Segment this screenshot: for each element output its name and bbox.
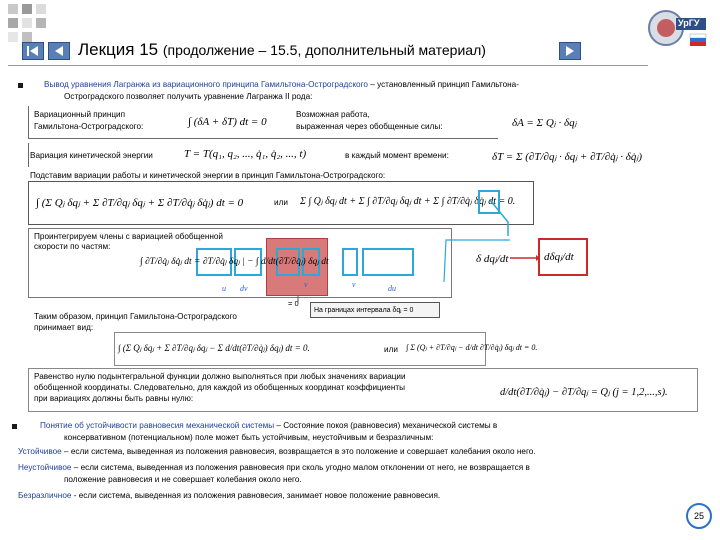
definition-term: Безразличное — [18, 491, 72, 500]
substituted-equation: ∫ (Σ Qⱼ δqⱼ + Σ ∂T/∂qⱼ δqⱼ + Σ ∂T/∂q̇ⱼ δq̇ⱼ) dt = 0 — [36, 197, 244, 209]
logo-text: УрГУ — [678, 18, 700, 28]
u-label: u — [222, 284, 226, 293]
corner-square — [8, 18, 18, 28]
v-label: v — [352, 280, 356, 289]
substitution-label: Подставим вариации работы и кинетической энергии в принцип Гамильтона-Остроградского: — [30, 171, 386, 180]
bullet1-line2: Остроградского позволяет получить уравнение Лагранжа II рода: — [64, 92, 313, 101]
next-slide-button[interactable] — [559, 42, 581, 60]
bullet1-lead: Вывод уравнения Лагранжа из вариационного принципа Гамильтона-Остроградского — [44, 80, 368, 89]
integration-label-1: Проинтегрируем члены с вариацией обобщенной — [34, 232, 223, 241]
v-term-box — [342, 248, 358, 276]
first-slide-button[interactable] — [22, 42, 44, 60]
corner-square — [22, 18, 32, 28]
variation-derivative-left: δ dqⱼ/dt — [476, 253, 509, 265]
corner-square — [36, 18, 46, 28]
header-divider — [8, 65, 648, 66]
hamilton-principle-label-2: Гамильтона-Остроградского: — [34, 122, 144, 131]
block1-underline — [28, 138, 498, 139]
boundary-note: На границах интервала δqⱼ = 0 — [314, 307, 414, 314]
kinetic-variation-label: Вариация кинетической энергии — [30, 151, 153, 160]
bullet1-rest: – установленный принцип Гамильтона- — [367, 80, 519, 89]
skip-back-icon — [23, 43, 43, 59]
conclusion-line-3: при вариациях должны быть равны нулю: — [34, 394, 194, 403]
university-logo — [646, 6, 708, 50]
definition-stable — [18, 447, 536, 457]
or-label-1: или — [274, 198, 288, 207]
du-label: du — [388, 284, 396, 293]
integration-label-2: скорости по частям: — [34, 242, 111, 251]
definition-text: – если система, выведенная из положения равновесия, возвращается в это положение и совершает колебания около него. — [61, 447, 536, 456]
corner-square — [22, 4, 32, 14]
block1-divider — [28, 106, 29, 138]
bullet-marker — [18, 83, 23, 88]
virtual-work-equation: δA = Σ Qⱼ · δqⱼ — [512, 117, 577, 129]
conclusion-line-2: обобщенной координаты. Следовательно, для каждой из обобщенных координат коэффициенты — [34, 383, 405, 392]
virtual-work-label-1: Возможная работа, — [296, 110, 370, 119]
page-title — [78, 40, 486, 60]
boundary-v-label: v — [304, 280, 308, 289]
kinetic-variation-suffix: в каждый момент времени: — [345, 151, 449, 160]
bullet1-line1 — [44, 80, 519, 90]
bullet-marker — [12, 424, 17, 429]
kinetic-variation-equation: δT = Σ (∂T/∂qⱼ · δqⱼ + ∂T/∂q̇ⱼ · δq̇ⱼ) — [492, 151, 642, 163]
corner-square — [36, 4, 46, 14]
prev-slide-button[interactable] — [48, 42, 70, 60]
integration-by-parts-equation: ∫ ∂T/∂q̇ⱼ δq̇ⱼ dt = ∂T/∂q̇ⱼ δqⱼ | − ∫ d/dt(∂T/∂q̇ⱼ) δqⱼ dt — [140, 257, 329, 267]
bullet2-line1 — [40, 421, 497, 431]
conclusion-line-1: Равенство нулю подынтегральной функции должно выполняться при любых значениях вариации — [34, 372, 406, 381]
boundary-zero-label: = 0 — [288, 299, 299, 308]
definition-term: Неустойчивое — [18, 463, 72, 472]
du-term-box — [362, 248, 414, 276]
corner-square — [8, 32, 18, 42]
result-equation-compact: ∫ Σ (Qⱼ + ∂T/∂qⱼ − d/dt ∂T/∂q̇ⱼ) δqⱼ dt = 0. — [406, 343, 538, 352]
bullet2-rest: – Состояние покоя (равновесия) механической системы в — [274, 421, 498, 430]
dv-label: dv — [240, 284, 248, 293]
definition-text: – если система, выведенная из положения равновесия при сколь угодно малом отклонении от него, не возвращается в — [71, 463, 530, 472]
corner-square — [22, 32, 32, 42]
velocity-term-highlight — [478, 190, 500, 214]
hamilton-principle-equation: ∫ (δA + δT) dt = 0 — [188, 116, 267, 128]
hamilton-principle-label-1: Вариационный принцип — [34, 110, 126, 119]
definition-text: - если система, выведенная из положения равновесия, занимает новое положение равновесия. — [71, 491, 441, 500]
arrow-right-icon — [560, 43, 580, 59]
bullet2-line2: консервативном (потенциальном) поле может быть устойчивым, неустойчивым и безразличным: — [64, 433, 434, 442]
result-label-2: принимает вид: — [34, 323, 94, 332]
substituted-equation-split: Σ ∫ Qⱼ δqⱼ dt + Σ ∫ ∂T/∂qⱼ δqⱼ dt + Σ ∫ ∂T/∂q̇ⱼ δq̇ⱼ dt = 0. — [300, 196, 516, 207]
definition-unstable — [18, 463, 530, 473]
kinetic-energy-expression: T = T(q₁, q₂, ..., q̇₁, q̇₂, ..., t) — [184, 148, 307, 160]
arrow-left-icon — [49, 43, 69, 59]
result-equation: ∫ (Σ Qⱼ δqⱼ + Σ ∂T/∂qⱼ δqⱼ − Σ d/dt(∂T/∂q̇ⱼ) δqⱼ) dt = 0. — [118, 343, 310, 353]
title-main: Лекция 15 — [78, 40, 163, 59]
block2-divider — [28, 143, 29, 167]
definition-term: Устойчивое — [18, 447, 62, 456]
virtual-work-label-2: выраженная через обобщенные силы: — [296, 122, 443, 131]
corner-square — [8, 4, 18, 14]
title-sub: (продолжение – 15.5, дополнительный материал) — [162, 42, 486, 58]
variation-derivative-right: dδqⱼ/dt — [544, 251, 574, 263]
or-label-2: или — [384, 345, 398, 354]
definition-text: положение равновесия и не совершает колебания около него. — [64, 475, 302, 484]
page-number: 25 — [686, 503, 712, 529]
result-label-1: Таким образом, принцип Гамильтона-Остроградского — [34, 312, 237, 321]
definition-unstable-cont — [64, 475, 302, 485]
lagrange-equation: d/dt(∂T/∂q̇ⱼ) − ∂T/∂qⱼ = Qⱼ (j = 1,2,...,s). — [500, 387, 668, 398]
definition-neutral — [18, 491, 440, 501]
bullet2-lead: Понятие об устойчивости равновесия механической системы — [40, 421, 275, 430]
